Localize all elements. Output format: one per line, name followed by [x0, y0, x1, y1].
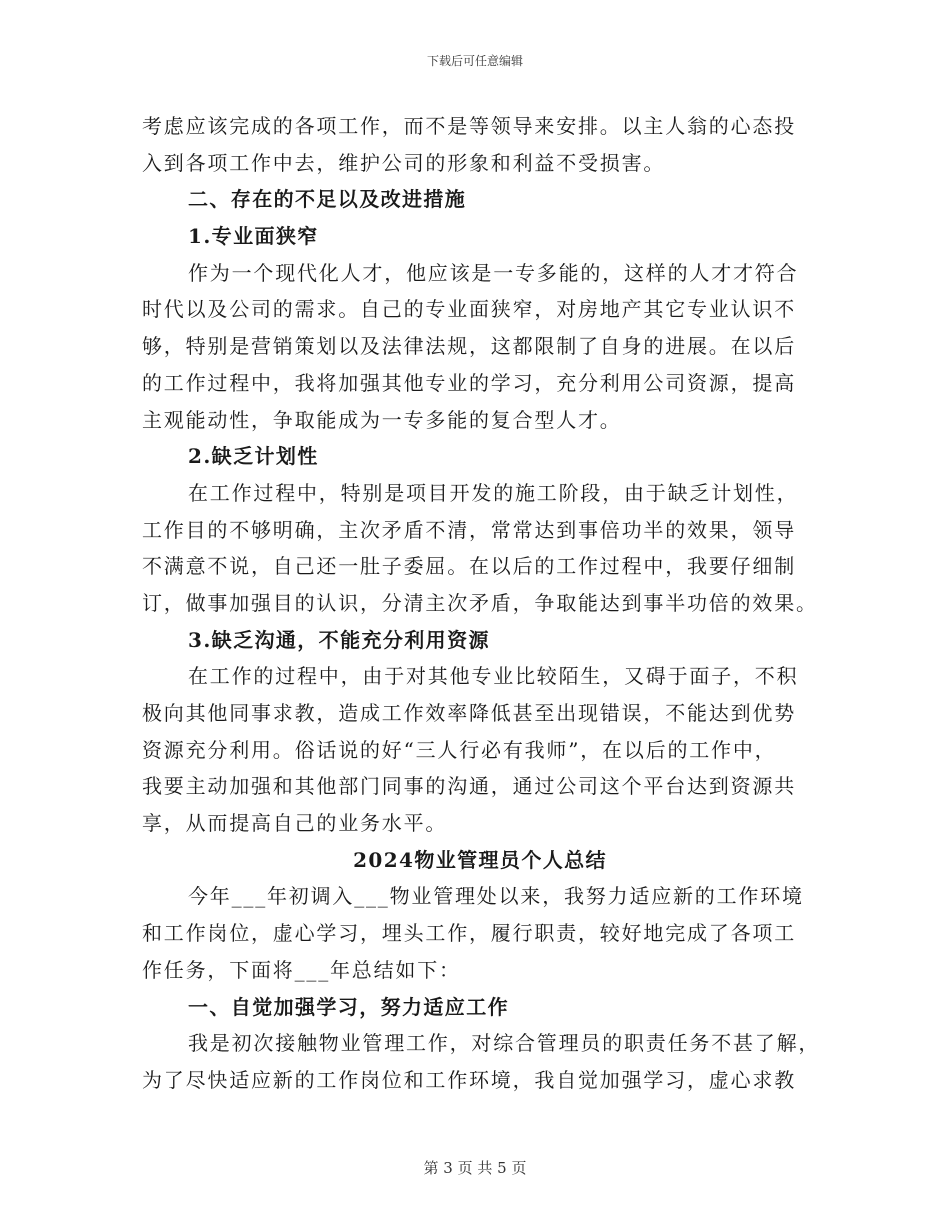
body-line: 我是初次接触物业管理工作，对综合管理员的职责任务不甚了解，	[188, 1031, 821, 1056]
body-line: 作任务，下面将___年总结如下：	[142, 957, 461, 982]
body-line: 极向其他同事求教，造成工作效率降低甚至出现错误，不能达到优势	[142, 701, 796, 725]
body-line: 今年___年初调入___物业管理处以来，我努力适应新的工作环境	[188, 884, 804, 909]
body-line: 入到各项工作中去，维护公司的形象和利益不受损害。	[142, 150, 666, 175]
body-line: 不满意不说，自己还一肚子委屈。在以后的工作过程中，我要仔细制	[142, 554, 796, 579]
body-line: 时代以及公司的需求。自己的专业面狭窄，对房地产其它专业认识不	[142, 297, 796, 322]
section-heading: 二、存在的不足以及改进措施	[188, 187, 467, 212]
document-title: 2024物业管理员个人总结	[353, 847, 607, 872]
page-number: 第 3 页 共 5 页	[423, 1159, 527, 1177]
body-line: 资源充分利用。俗话说的好“三人行必有我师”，在以后的工作中，	[142, 737, 777, 762]
body-line: 订，做事加强目的认识，分清主次矛盾，争取能达到事半功倍的效果。	[142, 590, 818, 615]
subsection-heading: 1.专业面狭窄	[188, 224, 319, 249]
document-body	[142, 108, 821, 1099]
body-line: 工作目的不够明确，主次矛盾不清，常常达到事倍功半的效果，领导	[142, 517, 796, 542]
body-line: 和工作岗位，虚心学习，埋头工作，履行职责，较好地完成了各项工	[142, 921, 796, 946]
body-line: 主观能动性，争取能成为一专多能的复合型人才。	[142, 407, 622, 432]
section-heading: 一、自觉加强学习，努力适应工作	[188, 994, 509, 1019]
subsection-heading: 2.缺乏计划性	[188, 444, 319, 469]
body-line: 享，从而提高自己的业务水平。	[142, 811, 448, 836]
body-line: 我要主动加强和其他部门同事的沟通，通过公司这个平台达到资源共	[142, 774, 796, 799]
subsection-heading: 3.缺乏沟通，不能充分利用资源	[188, 627, 490, 652]
body-line: 作为一个现代化人才，他应该是一专多能的，这样的人才才符合	[188, 260, 799, 285]
body-line: 为了尽快适应新的工作岗位和工作环境，我自觉加强学习，虚心求教	[142, 1067, 796, 1092]
page-header: 下载后可任意编辑	[426, 54, 523, 68]
body-line: 考虑应该完成的各项工作，而不是等领导来安排。以主人翁的心态投	[142, 114, 796, 138]
body-line: 的工作过程中，我将加强其他专业的学习，充分利用公司资源，提高	[142, 370, 796, 395]
body-line: 在工作过程中，特别是项目开发的施工阶段，由于缺乏计划性，	[188, 480, 799, 505]
body-line: 在工作的过程中，由于对其他专业比较陌生，又碍于面子，不积	[188, 664, 799, 689]
body-line: 够，特别是营销策划以及法律法规，这都限制了自身的进展。在以后	[142, 334, 796, 359]
